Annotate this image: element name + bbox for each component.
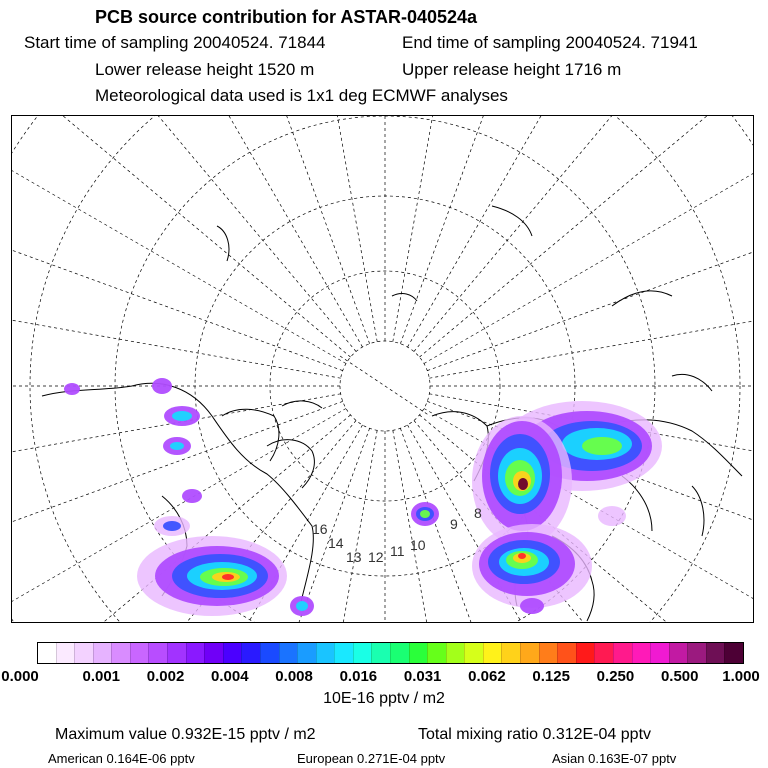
track-label-14: 14 bbox=[328, 535, 344, 551]
track-label-8: 8 bbox=[474, 505, 482, 521]
color-scale-cell bbox=[576, 643, 595, 663]
color-scale-cell bbox=[148, 643, 167, 663]
color-scale-tick-label: 0.125 bbox=[532, 668, 570, 685]
color-scale-tick-label: 0.004 bbox=[211, 668, 249, 685]
start-time-label: Start time of sampling 20040524. 71844 bbox=[24, 33, 326, 52]
latitude-circle bbox=[12, 116, 754, 623]
color-scale-cell bbox=[650, 643, 669, 663]
color-scale-cell bbox=[56, 643, 75, 663]
color-scale-cell bbox=[613, 643, 632, 663]
asian-value: Asian 0.163E-07 pptv bbox=[552, 751, 677, 766]
plume-patch bbox=[172, 411, 192, 421]
meridian-line bbox=[408, 116, 755, 347]
color-scale-tick-label: 1.000 bbox=[722, 668, 760, 685]
color-scale-cell bbox=[74, 643, 93, 663]
color-scale-cell bbox=[427, 643, 446, 663]
meridian-line bbox=[77, 116, 369, 344]
color-scale-cell bbox=[186, 643, 205, 663]
color-scale-cell bbox=[632, 643, 651, 663]
track-label-12: 12 bbox=[368, 549, 384, 565]
color-scale-cell bbox=[297, 643, 316, 663]
plume-patch bbox=[296, 601, 308, 611]
map-frame bbox=[11, 115, 754, 623]
plume-patch bbox=[170, 442, 184, 450]
max-value-label: Maximum value 0.932E-15 pptv / m2 bbox=[55, 726, 316, 743]
track-label-13: 13 bbox=[346, 549, 362, 565]
plume-patch bbox=[518, 553, 526, 559]
plume-patch bbox=[598, 506, 626, 526]
meridian-line bbox=[12, 116, 343, 371]
color-scale-cell bbox=[390, 643, 409, 663]
meridian-line bbox=[12, 116, 363, 347]
color-scale-cell bbox=[501, 643, 520, 663]
color-scale-cell bbox=[409, 643, 428, 663]
map-title: PCB source contribution for ASTAR-040524a bbox=[95, 7, 478, 27]
color-scale-cell bbox=[260, 643, 279, 663]
total-mixing-label: Total mixing ratio 0.312E-04 pptv bbox=[418, 726, 652, 743]
color-scale-cell bbox=[724, 643, 743, 663]
color-scale-cell bbox=[316, 643, 335, 663]
units-label: 10E-16 pptv / m2 bbox=[323, 690, 445, 707]
trajectory-labels bbox=[312, 505, 482, 565]
polar-map bbox=[12, 116, 754, 623]
meridian-line bbox=[400, 116, 692, 344]
met-data-label: Meteorological data used is 1x1 deg ECMWF analyses bbox=[95, 86, 508, 105]
track-label-9: 9 bbox=[450, 516, 458, 532]
color-scale-cell bbox=[594, 643, 613, 663]
meridian-line bbox=[424, 116, 754, 364]
color-scale-tick-label: 0.001 bbox=[82, 668, 121, 685]
european-value: European 0.271E-04 pptv bbox=[297, 751, 446, 766]
color-scale-tick-label: 0.062 bbox=[468, 668, 506, 685]
color-scale-cell bbox=[279, 643, 298, 663]
color-scale-cell bbox=[687, 643, 706, 663]
color-scale-cell bbox=[93, 643, 112, 663]
color-scale-cell bbox=[520, 643, 539, 663]
plume-patch bbox=[163, 521, 181, 531]
plume-patch bbox=[222, 574, 234, 580]
meridian-line bbox=[427, 116, 754, 371]
color-scale-cell bbox=[446, 643, 465, 663]
color-scale-cell bbox=[464, 643, 483, 663]
plume-patch bbox=[64, 383, 80, 395]
american-value: American 0.164E-06 pptv bbox=[48, 751, 195, 766]
color-scale-cell bbox=[483, 643, 502, 663]
plume-patch bbox=[182, 489, 202, 503]
track-label-11: 11 bbox=[390, 543, 405, 559]
track-label-16: 16 bbox=[312, 521, 328, 537]
color-scale-tick-label: 0.500 bbox=[660, 668, 699, 685]
meridian-line bbox=[229, 116, 377, 342]
color-scale-cell bbox=[539, 643, 558, 663]
plume-patch bbox=[518, 478, 528, 490]
meridian-line bbox=[12, 116, 356, 352]
color-scale-cell bbox=[371, 643, 390, 663]
color-scale-cell bbox=[204, 643, 223, 663]
meridian-line bbox=[419, 116, 754, 357]
plume-patch bbox=[152, 378, 172, 394]
color-scale-tick-label: 0.031 bbox=[403, 668, 442, 685]
color-scale-tick-label: 0.008 bbox=[275, 668, 313, 685]
color-scale-cell bbox=[669, 643, 688, 663]
upper-height-label: Upper release height 1716 m bbox=[402, 60, 622, 79]
color-scale-cell bbox=[706, 643, 725, 663]
meridian-line bbox=[429, 230, 754, 378]
end-time-label: End time of sampling 20040524. 71941 bbox=[402, 33, 698, 52]
graticule-lines bbox=[12, 116, 754, 623]
track-label-10: 10 bbox=[410, 537, 426, 553]
meridian-line bbox=[340, 356, 430, 416]
lower-height-label: Lower release height 1520 m bbox=[95, 60, 315, 79]
color-scale-tick-label: 0.250 bbox=[596, 668, 635, 685]
color-scale-cell bbox=[130, 643, 149, 663]
pcb-plumes bbox=[64, 378, 662, 616]
plume-patch bbox=[520, 598, 544, 614]
meridian-line bbox=[414, 116, 754, 352]
meridian-line bbox=[12, 116, 346, 364]
latitude-circle bbox=[12, 116, 754, 623]
color-scale-tick-label: 0.000 bbox=[1, 668, 39, 685]
meridian-line bbox=[12, 116, 351, 357]
color-scale-tick-label: 0.002 bbox=[146, 668, 185, 685]
color-scale-cell bbox=[223, 643, 242, 663]
color-scale-cell bbox=[353, 643, 372, 663]
color-scale-cell bbox=[111, 643, 130, 663]
meridian-line bbox=[12, 230, 341, 378]
color-scale-tick-label: 0.016 bbox=[339, 668, 378, 685]
color-scale-cell bbox=[557, 643, 576, 663]
color-scale-cell bbox=[241, 643, 260, 663]
color-scale-bar bbox=[37, 642, 744, 664]
color-scale-cell bbox=[38, 643, 56, 663]
meridian-line bbox=[393, 116, 541, 342]
color-scale-cell bbox=[334, 643, 353, 663]
color-scale-cell bbox=[167, 643, 186, 663]
plume-patch bbox=[420, 510, 430, 518]
plume-patch bbox=[582, 437, 622, 455]
